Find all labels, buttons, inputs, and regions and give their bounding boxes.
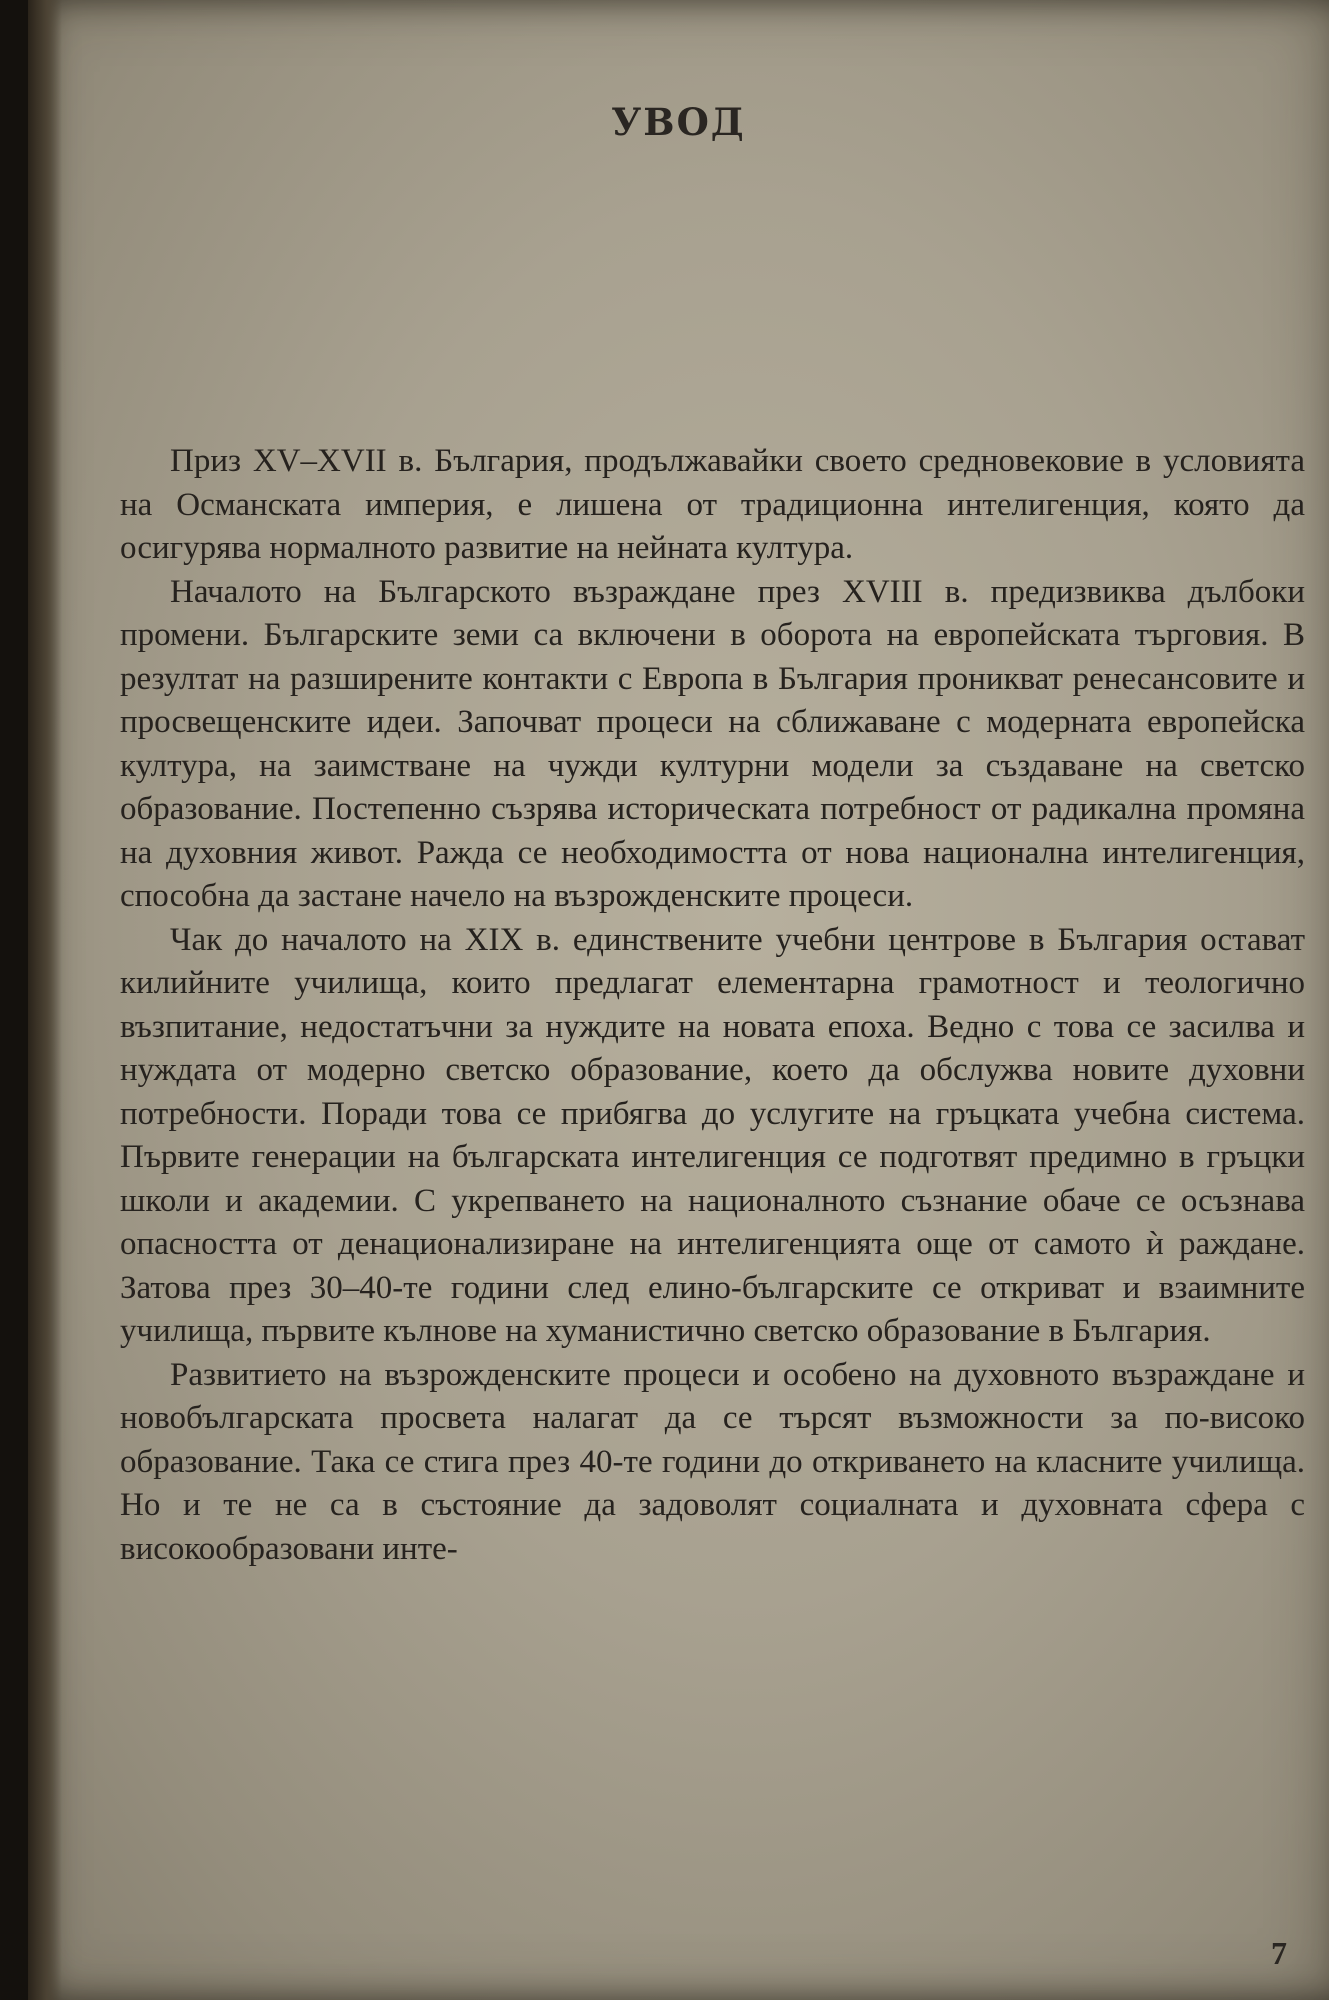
page-number: 7 [1271, 1935, 1287, 1971]
book-spine-shadow [28, 0, 62, 2000]
chapter-heading: УВОД [611, 100, 746, 144]
paragraph: Развитието на възрожденските процеси и особено на духовното възраждане и новобългарската просвета налагат да се търсят възможности за по-високо образование. Така се стига през 40-те години до откриването на класните училища. Но и те не са в състояние да задоволят социалната и духовната сфера с високообразовани инте- [120, 1356, 1305, 1567]
paragraph: Чак до началото на XIX в. единствените учебни центрове в България остават килийните училища, които предлагат елементарна грамотност и теологично възпитание, недостатъчни за нуждите на новата епоха. Ведно с това се засилва и нуждата от модерно светско образование, което да обслужва новите духовни потребности. Поради това се прибягва до услугите на гръцката учебна система. Първите генерации на българската интелигенция се подготвят предимно в гръцки школи и академии. С укрепването на националното съзнание обаче се осъзнава опасността от денационализиране на интелигенцията още от самото ѝ раждане. Затова през 30–40-те години след елино-българските се откриват и взаимните училища, първите кълнове на хуманистично светско образование в България. [120, 921, 1305, 1349]
body-text [120, 440, 1305, 1571]
book-page [28, 0, 1329, 2000]
paragraph: Приз XV–XVII в. България, продължавайки своето средновековие в условията на Османската империя, е лишена от традиционна интелигенция, която да осигурява нормалното развитие на нейната култура. [120, 443, 1305, 566]
paragraph: Началото на Българското възраждане през XVIII в. предизвиква дълбоки промени. Българските земи са включени в оборота на европейската търговия. В резултат на разширените контакти с Европа в България проникват ренесансовите и просвещенските идеи. Започват процеси на сближаване с модерната европейска култура, на заимстване на чужди културни модели за създаване на светско образование. Постепенно съзрява историческата потребност от радикална промяна на духовния живот. Ражда се необходимостта от нова национална интелигенция, способна да застане начело на възрожденските процеси. [120, 573, 1305, 914]
